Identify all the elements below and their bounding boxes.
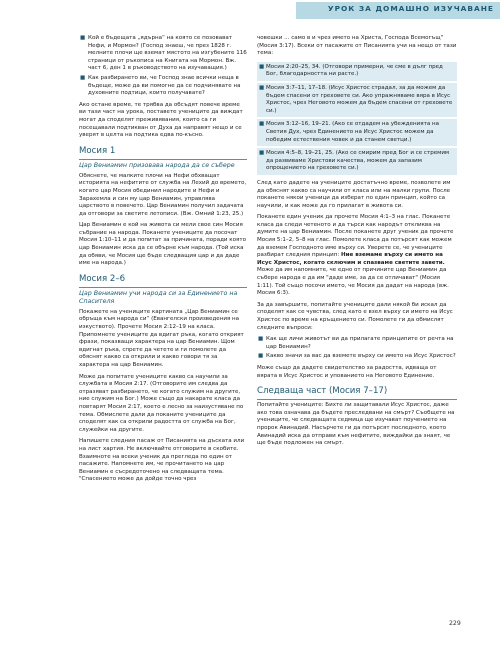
- paragraph: Поканете един ученик да прочете Мосия 4:1–3 на глас. Поканете класа да следи четеното и да търси как народът откликва на думите на цар Вениамин. После поканете друг ученик да прочете Мосия 5:1–2, 5–8 на глас. Помолете класа да потърсят как можем да вземем Господното име върху си. Уверете се, че учениците разбират следния принцип: Ние вземаме върху си името на Исус Христос, когато сключим и спазваме светите завети. Може да им напомните, че едно от причините цар Вениамин да събере народа е да им "даде име, за да се отличават" (Мосия 1:11). Той също посочи името, че Мосия да дадат на народа (вж. Мосия 6:3).: [257, 214, 454, 297]
- bullet-icon: ■: [80, 35, 86, 41]
- section-subheading: Цар Вениамин учи народа си за Единението на Спасителя: [79, 289, 238, 305]
- paragraph: Може също да дадете свидетелство за радостта, идваща от вярата в Исус Христос и упованието на Неговото Единение.: [257, 364, 437, 379]
- bullet-icon: ■: [259, 150, 265, 157]
- paragraph: Цар Вениамин е кой на живота си мели свое син Мосия събрание на народа. Поканете учениците да посочат Мосия 1:10–11 и да попитат за причината, поради която цар Вениамин иска да се обърне към народа. (Той иска да обяви, че Мосия ще бъде следващия цар и да даде име на народа.): [79, 222, 247, 267]
- scripture-ref: ■ Мосия 4:5–8, 19–21, 25. (Ако се смирим пред Бог и се стремим да развиваме Христови качества, можем да запазим опрощението на греховете си.): [257, 148, 457, 175]
- bullet-icon: ■: [80, 74, 86, 81]
- paragraph: След като дадете на учениците достатъчно време, позволете им да обяснят какво са научили от класа или на малки групи. После поканете някои ученици да изберат по един принцип, който са научили, и как може да го прилагат в живота си.: [257, 179, 451, 209]
- bullet-icon: ■: [258, 336, 264, 343]
- scripture-ref: ■ Мосия 2:20–25, 34. (Отговори примерни, че сме в дълг пред Бог, благодарността ни расте.): [257, 62, 457, 81]
- paragraph: За да завършите, попитайте учениците дали някой би искал да споделят как се чувства, след като е взел върху си името на Исус Христос по време на кръщението си. Помолете ги да обмислят следните въпроси:: [257, 301, 453, 331]
- paragraph: Попитайте учениците: Бихте ли защитавали Исус Христос, даже ако това означава да бъдете преследвани на смърт? Съобщете на учениците, че следващата седмица ще изучават поучението на пророк Авинадий. Насърчете ги да потърсят последното, което Авинадий иска да отправи към нефитите, виждайки да знаят, че ще бъде подложен на смърт.: [257, 402, 455, 447]
- bullet-icon: ■: [259, 63, 265, 70]
- list-item: ■ Кой е бъдещата „ядърна“ на която се позовават Нефи, и Мормон? (Господ знаеш, че през 1828 г. мелните плочи ще вземат мястото на изгубените 116 страници от ръкописа на Книгата на Мормон. Вж. част 6, ден 1 в ръководството на изучаващия.): [80, 35, 247, 72]
- list-item: ■ Как ще личи животът ви да прилагате принципите от речта на цар Вениамин?: [258, 336, 454, 350]
- section-heading: Следваща част (Мосия 7–17): [257, 386, 457, 400]
- bullet-icon: ■: [259, 121, 265, 128]
- list-item: ■ Как разбирането ви, че Господ знае всички неща в бъдеще, може да ви помогне да се подчинявате на духовните подтици, които получавате?: [80, 74, 241, 97]
- paragraph: Може да попитате учениците какво са научили за службата в Мосия 2:17. (Отговорите им следва да отразяват разбирането, че когато служим на другите, ние служим на Бог.) Може също да накарате класа да повтарят Мосия 2:17, което е лесно за наизустяване по тема. Обмислете дали да поканите учениците да споделят как са открили радостта от служба на Бог, служейки на другите.: [79, 373, 244, 433]
- page-number: 229: [449, 620, 461, 627]
- header-bar: [296, 2, 500, 19]
- paragraph: Напишете следния пасаж от Писанията на дъската или на лист хартия. Не включвайте отговорите в скобите. Взаимноте на всеки ученик да прегледа по един от пасажите. Напомнете им, че прочитането на цар Вениамин е съсредоточено на следващата тема. "Спасението може да дойде точно чрез: [79, 438, 245, 483]
- right-column: [257, 35, 457, 452]
- question-list: [79, 35, 247, 98]
- key-principle: Ние вземаме върху си името на Исус Христос, когато сключим и спазваме светите завети.: [257, 252, 445, 266]
- section-heading: Мосия 1: [79, 146, 247, 160]
- paragraph: Покажете на учениците картината „Цар Вениамин се обръща към народа си“ (Евангелски произведения на изкуството). Прочете Мосия 2:12–19 на класа. Припомнете учениците да вдигат ръка, когато открият фрази, показващи характера на цар Вениамин. Щом вдигнат ръка, спрете да четете и ги помолете да обяснят какво са открили и какво говори тя за характера на цар Вениамин.: [79, 308, 244, 368]
- bullet-icon: ■: [258, 353, 264, 360]
- question-list: [257, 336, 457, 361]
- bullet-icon: ■: [259, 84, 265, 91]
- paragraph: Обяснете, че малките плочи на Нефи обхващат историята на нефитите от служба на Лехий до времето, когато цар Мосия обединил народите и Нефи и Зарахемла и син му цар Вениамин, управлява царството в повечето. Цар Вениамин получил задачата да отговори за светите летописи. (Вж. Омний 1:23, 25.): [79, 172, 247, 217]
- section-heading: Мосия 2–6: [79, 274, 247, 288]
- running-header: УРОК ЗА ДОМАШНО ИЗУЧАВАНЕ: [327, 4, 494, 13]
- scripture-ref: ■ Мосия 3:12–16, 19–21. (Ако се отдадем на убежденията на Светия Дух, чрез Единението на Исус Христос можем да победим естествения човек и да станем светци.): [257, 119, 457, 146]
- list-item: ■ Какво значи за вас да вземете върху си името на Исус Христос?: [258, 353, 456, 360]
- paragraph: човешки ... само в и чрез името на Христа, Господа Всемогъщ" (Мосия 3:17). Всеки от пасажите от Писанията учи на нещо от тази тема:: [257, 35, 457, 57]
- paragraph: Ако остане време, те трябва да обсъдят повече време ви тази част на урока, поставете учениците да виждат могат да споделят преживявания, които са ги посещавали подтикван от Духа да направят нещо и се уверят в целта на подтика едва по-късно.: [79, 101, 243, 139]
- left-column: [79, 35, 247, 488]
- scripture-ref: ■ Мосия 3:7–11, 17–18. (Исус Христос страдал, за да можем да бъдем спасени от греховете си. Ако упражняваме вяра в Исус Христос, чрез Неговото можем да бъдем спасени от греховете си.): [257, 83, 457, 117]
- section-subheading: Цар Вениамин призовава народа да се събере: [79, 161, 235, 169]
